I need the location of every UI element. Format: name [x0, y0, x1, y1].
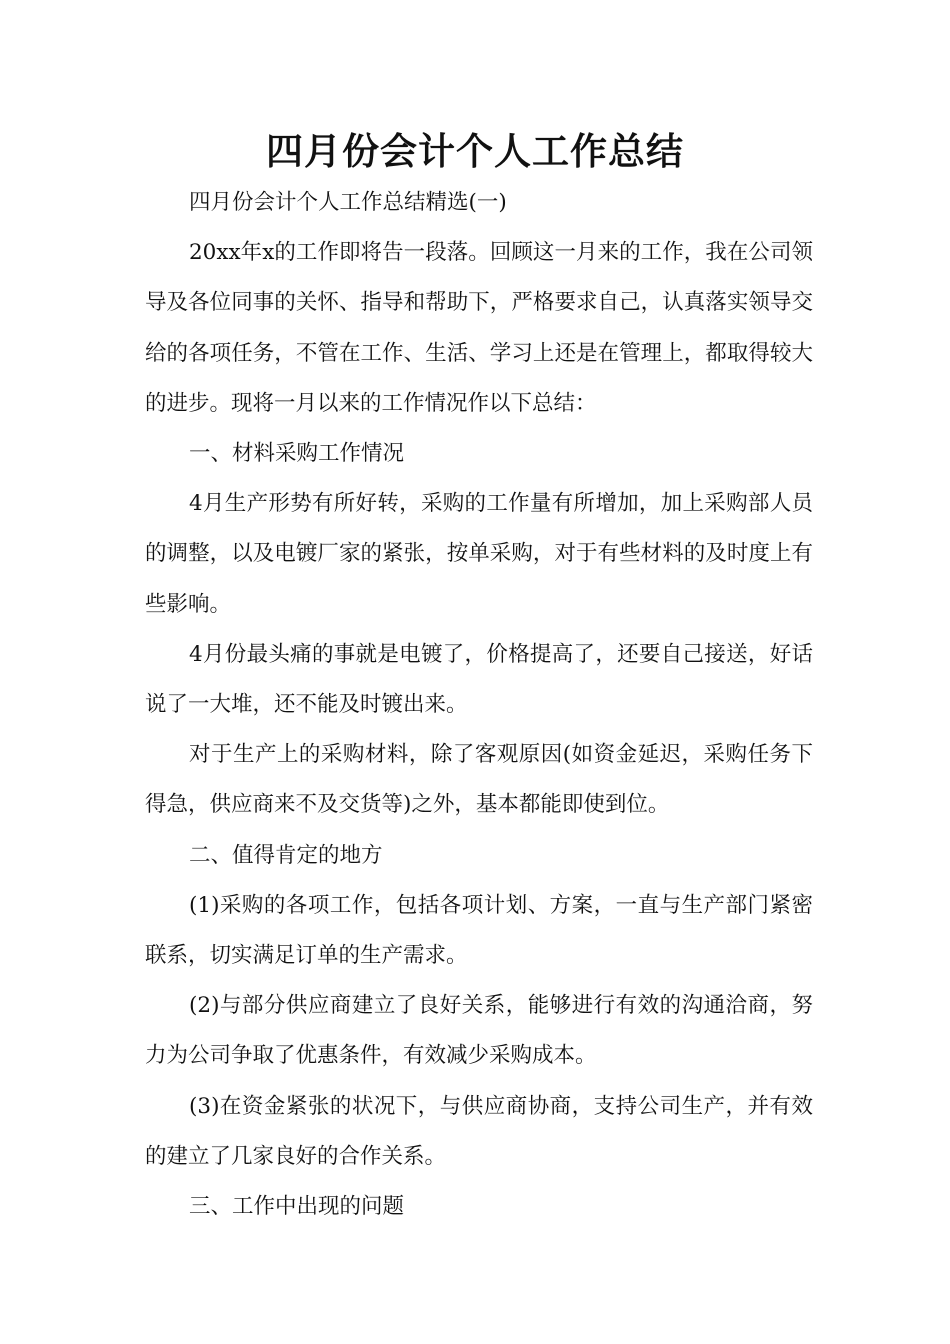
paragraph: 4月份最头痛的事就是电镀了，价格提高了，还要自己接送，好话说了一大堆，还不能及时镀出来。 [145, 641, 813, 718]
list-item: (2)与部分供应商建立了良好关系，能够进行有效的沟通洽商，努力为公司争取了优惠条件，有效减少采购成本。 [145, 993, 813, 1069]
list-item: (1)采购的各项工作，包括各项计划、方案，一直与生产部门紧密联系，切实满足订单的生产需求。 [145, 892, 813, 969]
section-heading-2: 二、值得肯定的地方 [189, 842, 383, 868]
paragraph-intro: 20xx年x的工作即将告一段落。回顾这一月来的工作，我在公司领导及各位同事的关怀、指导和帮助下，严格要求自己，认真落实领导交给的各项任务，不管在工作、生活、学习上还是在管理上，都取得较大的进步。现将一月以来的工作情况作以下总结： [145, 240, 813, 416]
section-heading-3: 三、工作中出现的问题 [189, 1194, 405, 1220]
section-heading-1: 一、材料采购工作情况 [189, 441, 405, 467]
list-item: (3)在资金紧张的状况下，与供应商协商，支持公司生产，并有效的建立了几家良好的合作关系。 [145, 1093, 813, 1169]
paragraph: 对于生产上的采购材料，除了客观原因(如资金延迟，采购任务下得急，供应商来不及交货等)之外，基本都能即使到位。 [145, 742, 813, 818]
document-body [145, 178, 813, 1232]
document-title: 四月份会计个人工作总结 [266, 130, 684, 173]
paragraph-subtitle: 四月份会计个人工作总结精选(一) [189, 190, 507, 215]
paragraph: 4月生产形势有所好转，采购的工作量有所增加，加上采购部人员的调整，以及电镀厂家的紧张，按单采购，对于有些材料的及时度上有些影响。 [145, 491, 813, 617]
